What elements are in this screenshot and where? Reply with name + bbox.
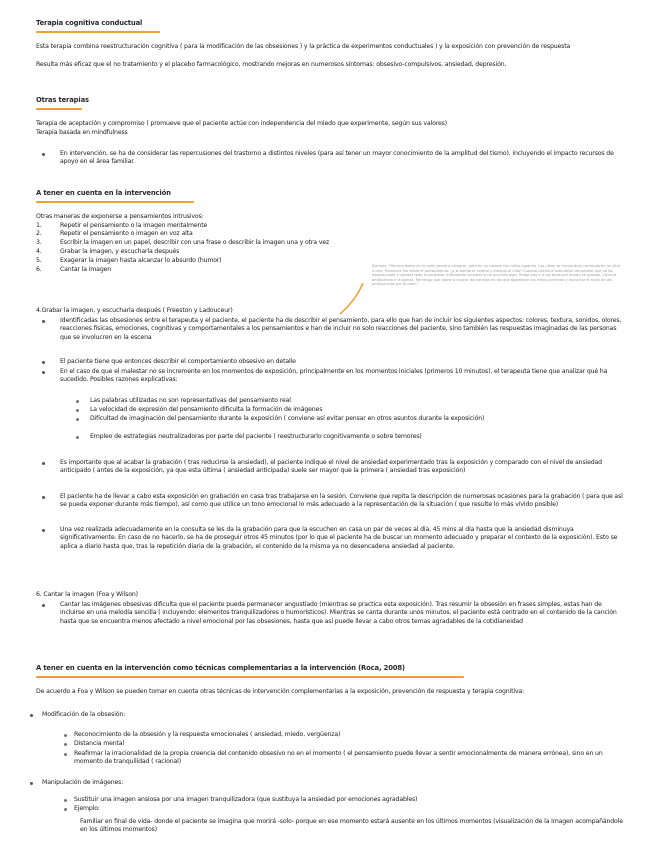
bullet-dot	[64, 734, 67, 737]
bullet-dot	[42, 361, 45, 364]
sing-bullet: Cantar las imágenes obsesivas dificulta que el paciente pueda permanecer angustiado (mientras se practica esta exposición). Tras resumir la obsesión en frases simples, estas han de incluirse en una melodía sencilla ( incluyendo: elementos tranquilizadores o humorísticos). Mientras se canta durante unos minutos, el paciente está centrado en el contenido de la canción hasta que se encuentra menos afectado a nivel emocional por las obsesiones, hasta que así puede llevar a cabo otros temas agradables de la cotidianeidad	[60, 601, 617, 625]
cbt-paragraph-2: Resulta más eficaz que el no tratamiento y el placebo farmacológico, mostrando mejoras en numerosos síntomas: obsesivo-compulsivos, ansiedad, depresión.	[36, 61, 507, 68]
bullet-dot	[42, 529, 45, 532]
recording-bullet: Es importante que al acabar la grabación ( tras reducirse la ansiedad), el paciente indique el nivel de ansiedad experimentado tras la exposición y comparado con el nivel de ansiedad anticipado ( antes de la exposición, ya que esta última ( ansiedad anticipada) suele ser mayor que la primera ( ansiedad tras exposición)	[60, 459, 602, 475]
reason-item: Las palabras utilizadas no son representativas del pensamiento real	[90, 397, 291, 404]
reason-item: Dificultad de imaginación del pensamiento durante la exposición ( conviene así evitar pensar en otros asuntos durante la exposición)	[90, 415, 485, 422]
example-note: Ejemplo: "Me encuentro en la calle yendo a comprar, pero en un parque con niños jugando. Los niños se encuentran cantando en un sitio u otro. Entonces me viene el pensamiento: ¿y si pierdo el control y empujo al niño? Cuando vuelva a casa debo comprobar que no ha pasado nada y repasar todo lo sucedido, intentando recordar si ha ocurrido algo. Tengo que ir a los sitios por donde he pasado. Lleva la ambulancia y la policía. Me tengo que poner a buscar las noticias en las que aparezcan los niños corriendo y escuchar el ruido de las ambulancias por la calle."	[372, 264, 620, 287]
record-bullet: Identificadas las obsesiones entre el terapeuta y el paciente, el paciente ha de describir el pensamiento, para ello que han de incluir los siguientes aspectos: colores, textura, sonidos, olores, reacciones físicas, emociones, cognitivas y comportamentales a los pensamientos e han de incluir no solo reacciones del paciente, sino también las respuestas imaginadas de las personas que se involucren en la escena	[60, 317, 622, 341]
bullet-dot	[42, 496, 45, 499]
example-text: Familiar en final de vida- donde el paciente se imagina que morirá -solo- porque en ese momento estará ausente en los últimos momentos (visualización de la imagen acompañándole en los últimos momentos)	[80, 818, 623, 834]
bullet-dot	[64, 808, 67, 811]
reason-item: La velocidad de expresión del pensamiento dificulta la formación de imágenes	[90, 406, 323, 413]
list-item: Grabar la imagen, y escucharla después	[60, 248, 180, 255]
subsection-record-image: 4.Grabar la imagen, y escucharla después ( Freeston y Ladouceur)	[36, 307, 233, 314]
bullet-dot	[64, 753, 67, 756]
record-bullet: En el caso de que el malestar no se incremente en los momentos de exposición, principalmente en los momentos iniciales (primeros 10 minutos), el terapeuta tiene que analizar qué ha sucedido. Posibles razones explicativas:	[60, 368, 608, 384]
list-item: Repetir el pensamiento o imagen en voz alta	[60, 230, 193, 237]
reason-item: Empleo de estrategias neutralizadoras por parte del paciente ( reestructurarlo cognitivamente o sobre temores)	[90, 433, 422, 440]
bullet-dot	[64, 743, 67, 746]
bullet-dot	[30, 714, 33, 717]
technique-sub-item: Reconocimiento de la obsesión y la respuesta emocionales ( ansiedad, miedo, vergüenza)	[74, 731, 341, 738]
section-heading-intervention: A tener en cuenta en la intervención	[36, 189, 171, 197]
heading-underline	[36, 201, 194, 203]
bullet-dot	[64, 799, 67, 802]
technique-sub-item: Sustituir una imagen ansiosa por una imagen tranquilizadora (que sustituya la ansiedad por emociones agradables)	[74, 796, 418, 803]
record-bullet: El paciente tiene que entonces describir el comportamiento obsesivo en detalle	[60, 358, 296, 365]
subsection-sing-image: 6. Cantar la imagen (Foa y Wilson)	[36, 591, 138, 598]
other-therapies-paragraph-2: Terapia basada en mindfulness	[36, 129, 128, 136]
list-item: Exagerar la imagen hasta alcanzar lo absurdo (humor)	[60, 257, 222, 264]
heading-underline	[36, 676, 464, 678]
cbt-paragraph-1: Esta terapia combina reestructuración cognitiva ( para la modificación de las obsesiones ) y la práctica de experimentos conductuales ) y la exposición con prevención de respuesta	[36, 43, 571, 50]
list-item: Repetir el pensamiento o la imagen mentalmente	[60, 222, 208, 229]
bullet-dot	[42, 153, 45, 156]
technique-sub-item: Reafirmar la irracionalidad de la propia creencia del contenido obsesivo no en el momento ( el pensamiento puede llevar a sentir emocionalmente de manera errónea), sino en un momento de tranquilidad ( racional)	[74, 750, 603, 766]
technique-sub-item: Distancia mental	[74, 740, 125, 747]
bullet-dot	[42, 462, 45, 465]
list-number: 6.	[36, 266, 42, 273]
bullet-dot	[76, 409, 79, 412]
heading-underline	[36, 31, 160, 33]
recording-bullet: El paciente ha de llevar a cabo esta exposición en grabación en casa tras trabajarse en la sesión. Conviene que repita la descripción de numerosas ocasiones para la grabación ( para que así se pueda exponer durante más tiempo), así como que utilice un tono emocional lo más adecuado a la representación de la situación ( que resulte lo más vívido posible)	[60, 493, 623, 509]
technique-obsession: Modificación de la obsesión:	[42, 711, 126, 718]
list-number: 2.	[36, 230, 42, 237]
section-heading-other-therapies: Otras terapias	[36, 96, 89, 104]
technique-sub-item: Ejemplo:	[74, 805, 100, 812]
bullet-dot	[76, 436, 79, 439]
complementary-intro: De acuerdo a Foa y Wilson se pueden tomar en cuenta otras técnicas de intervención complementarias a la exposición, prevención de respuesta y terapia cognitiva:	[36, 688, 525, 695]
other-therapies-bullet: En intervención, se ha de considerar las repercusiones del trastorno a distintos niveles (para así tener un mayor conocimiento de la amplitud del tismo), incluyendo el impacto recursos de apoyo en el área familiar.	[60, 150, 614, 166]
bullet-dot	[42, 604, 45, 607]
bullet-dot	[42, 371, 45, 374]
technique-images: Manipulación de imágenes:	[42, 779, 124, 786]
section-heading-complementary: A tener en cuenta en la intervención como técnicas complementarias a la intervención (Roca, 2008)	[36, 664, 405, 672]
list-number: 5.	[36, 257, 42, 264]
other-therapies-paragraph-1: Terapia de aceptación y compromiso ( promueve que el paciente actúe con independencia del miedo que experimente, según sus valores)	[36, 120, 447, 127]
list-number: 1.	[36, 222, 42, 229]
bullet-dot	[76, 400, 79, 403]
list-number: 4.	[36, 248, 42, 255]
section-heading-cbt: Terapia cognitiva conductual	[36, 19, 143, 27]
list-item: Cantar la imagen	[60, 266, 112, 273]
heading-underline	[36, 108, 82, 110]
bullet-dot	[42, 320, 45, 323]
recording-bullet: Una vez realizada adecuadamente en la consulta se les da la grabación para que la escuchen en casa un par de veces al día, 45 mins al día hasta que la ansiedad disminuya significativamente. En caso de no hacerlo, se ha de proseguir otros 45 minutos (por lo que el paciente ha de buscar un momento adecuado y preparar el contexto de la exposición). Esto se aplica a diario hasta que, tras la repetición diaria de la grabación, el contenido de la misma ya no desencadena ansiedad al paciente.	[60, 526, 618, 550]
list-item: Escribir la imagen en un papel, describir con una frase o describir la imagen una y otra vez	[60, 239, 330, 246]
bullet-dot	[76, 418, 79, 421]
intrusive-exposure-intro: Otras maneras de exponerse a pensamientos intrusivos:	[36, 213, 204, 220]
bullet-dot	[30, 782, 33, 785]
list-number: 3.	[36, 239, 42, 246]
